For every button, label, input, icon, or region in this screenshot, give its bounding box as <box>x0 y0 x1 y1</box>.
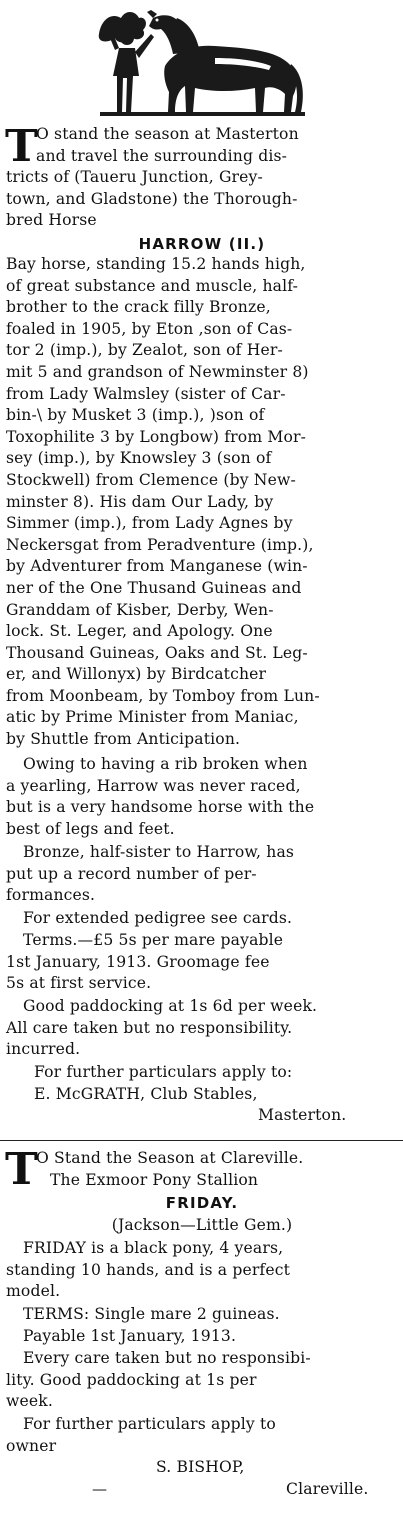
body-line: minster 8). His dam Our Lady, by <box>6 492 274 511</box>
paddocking-paragraph <box>6 996 398 1061</box>
body-line: but is a very handsome horse with the <box>6 798 315 817</box>
care-paragraph <box>6 1348 398 1413</box>
owner-place: Masterton. <box>258 1106 347 1125</box>
body-line: by Adventurer from Manganese (win- <box>6 557 308 576</box>
pedigree-cards-note <box>6 908 398 930</box>
horse-name-heading: HARROW (II.) <box>138 234 266 253</box>
body-line: a yearling, Harrow was never raced, <box>6 776 301 795</box>
body-line: atic by Prime Minister from Maniac, <box>6 708 299 727</box>
ad-intro <box>5 121 398 256</box>
pedigree-paragraph <box>6 254 398 751</box>
body-line: by Shuttle from Anticipation. <box>6 730 241 749</box>
body-line: 5s at first service. <box>6 974 152 993</box>
body-line: Thousand Guineas, Oaks and St. Leg- <box>6 643 308 662</box>
body-line: Owing to having a rib broken when <box>23 755 308 773</box>
description-paragraph <box>6 1238 398 1303</box>
body-line: standing 10 hands, and is a perfect <box>6 1260 291 1279</box>
body-line: formances. <box>6 886 96 905</box>
body-line: foaled in 1905, by Eton ,son of Cas- <box>6 319 293 338</box>
apply-line: For further particulars apply to <box>23 1415 276 1433</box>
body-line: Bay horse, standing 15.2 hands high, <box>6 255 306 273</box>
apply-line: owner <box>6 1436 57 1455</box>
body-line: Good paddocking at 1s 6d per week. <box>23 997 318 1015</box>
horse-and-groom-illustration <box>95 4 310 122</box>
body-line: Toxophilite 3 by Longbow) from Mor- <box>6 427 307 446</box>
history-paragraph <box>6 754 398 840</box>
body-line: Simmer (imp.), from Lady Agnes by <box>6 514 293 533</box>
body-line: incurred. <box>6 1040 81 1059</box>
body-line: TERMS: Single mare 2 guineas. <box>23 1305 280 1323</box>
body-line: Every care taken but no responsibi- <box>23 1349 311 1367</box>
body-line: For extended pedigree see cards. <box>23 909 293 927</box>
body-line: from Lady Walmsley (sister of Car- <box>6 384 286 403</box>
intro-line: and travel the surrounding dis- <box>36 146 288 165</box>
body-line: of great substance and muscle, half- <box>6 276 299 295</box>
body-line: 1st January, 1913. Groomage fee <box>6 952 270 971</box>
parentage-line: (Jackson—Little Gem.) <box>111 1216 293 1235</box>
body-line: er, and Willonyx) by Birdcatcher <box>6 665 267 684</box>
body-line: model. <box>6 1282 61 1301</box>
ad-intro <box>5 1144 398 1237</box>
body-line: All care taken but no responsibility. <box>6 1018 293 1037</box>
body-line: brother to the crack filly Bronze, <box>6 298 271 317</box>
body-line: ner of the One Thusand Guineas and <box>6 578 302 597</box>
body-line: bin-\ by Musket 3 (imp.), )son of <box>6 406 265 425</box>
intro-line: bred Horse <box>6 211 97 230</box>
drop-cap: T <box>5 121 38 172</box>
body-line: mit 5 and grandson of Newminster 8) <box>6 362 309 381</box>
intro-line: O stand the season at Masterton <box>36 125 299 143</box>
owner-name: E. McGRATH, Club Stables, <box>34 1084 258 1103</box>
body-line: Granddam of Kisber, Derby, Wen- <box>6 600 274 619</box>
body-line: Stockwell) from Clemence (by New- <box>6 470 296 489</box>
pony-name-heading: FRIDAY. <box>165 1194 239 1213</box>
drop-cap: T <box>5 1144 38 1195</box>
body-line: Payable 1st January, 1913. <box>23 1326 237 1345</box>
bronze-paragraph <box>6 842 398 907</box>
terms-paragraph <box>6 1304 398 1347</box>
intro-line: town, and Gladstone) the Thorough- <box>6 189 298 208</box>
apply-line: For further particulars apply to: <box>34 1063 293 1081</box>
contact-block <box>6 1062 398 1127</box>
owner-place: Clareville. <box>286 1479 369 1498</box>
body-line: lity. Good paddocking at 1s per <box>6 1370 257 1389</box>
body-line: from Moonbeam, by Tomboy from Lun- <box>6 686 320 705</box>
body-line: tor 2 (imp.), by Zealot, son of Her- <box>6 341 283 360</box>
body-line: lock. St. Leger, and Apology. One <box>6 622 273 641</box>
intro-line: The Exmoor Pony Stallion <box>50 1170 259 1189</box>
body-line: sey (imp.), by Knowsley 3 (son of <box>6 449 272 468</box>
body-line: week. <box>6 1392 53 1411</box>
body-line: Terms.—£5 5s per mare payable <box>23 931 284 949</box>
dash-mark: — <box>92 1480 107 1498</box>
body-line: Bronze, half-sister to Harrow, has <box>23 843 295 861</box>
body-line: Neckersgat from Peradventure (imp.), <box>6 535 314 554</box>
contact-block <box>6 1414 398 1500</box>
owner-name: S. BISHOP, <box>156 1458 245 1477</box>
column-divider <box>0 1140 403 1141</box>
intro-line: tricts of (Taueru Junction, Grey- <box>6 168 263 187</box>
body-line: FRIDAY is a black pony, 4 years, <box>23 1239 284 1257</box>
body-line: best of legs and feet. <box>6 819 175 838</box>
intro-line: O Stand the Season at Clareville. <box>36 1149 304 1167</box>
body-line: put up a record number of per- <box>6 864 257 883</box>
terms-paragraph <box>6 930 398 995</box>
